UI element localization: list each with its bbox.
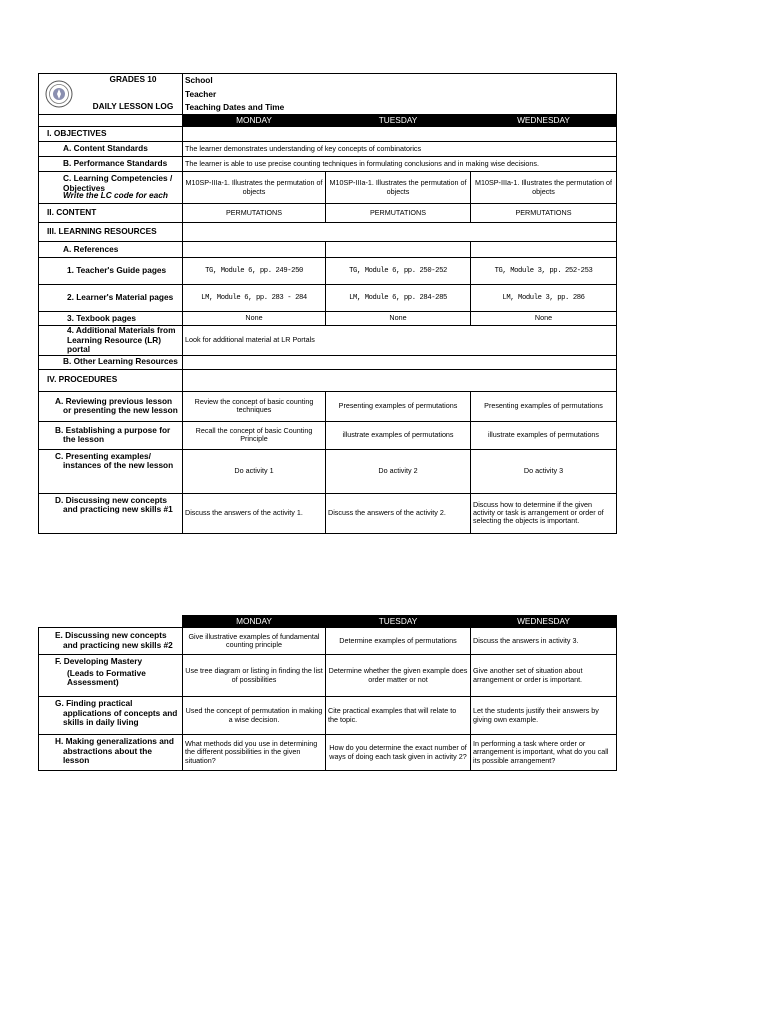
content-standards-label: A. Content Standards: [39, 142, 183, 157]
mastery-monday: Use tree diagram or listing in finding the list of possibilities: [183, 655, 326, 697]
mastery-tuesday: Determine whether the given example does order matter or not: [326, 655, 471, 697]
purpose-tuesday: illustrate examples of permutations: [326, 421, 471, 449]
textbook-wednesday: None: [471, 312, 617, 326]
procedures-heading: IV. PROCEDURES: [39, 369, 183, 391]
discussing2-wednesday: Discuss the answers in activity 3.: [471, 628, 617, 655]
content-label: II. CONTENT: [39, 204, 183, 223]
reviewing-tuesday: Presenting examples of permutations: [326, 391, 471, 421]
day-header-wednesday: WEDNESDAY: [471, 115, 617, 127]
objectives-heading: I. OBJECTIVES: [39, 127, 183, 142]
competencies-label: C. Learning Competencies / Objectives Write the LC code for each: [39, 172, 183, 204]
applications-tuesday: Cite practical examples that will relate to the topic.: [326, 697, 471, 735]
applications-monday: Used the concept of permutation in making a wise decision.: [183, 697, 326, 735]
lm-wednesday: LM, Module 3, pp. 286: [471, 285, 617, 312]
additional-materials-text: Look for additional material at LR Portals: [183, 326, 617, 356]
examples-monday: Do activity 1: [183, 449, 326, 493]
content-standards-text: The learner demonstrates understanding of key concepts of combinatorics: [183, 142, 617, 157]
day-header-tuesday-2: TUESDAY: [326, 616, 471, 628]
generalizations-monday: What methods did you use in determining the different possibilities in the given situation?: [183, 735, 326, 771]
generalizations-wednesday: In performing a task where order or arrangement is important, what do you call its possible arrangement?: [471, 735, 617, 771]
daily-lesson-log-table: [38, 73, 617, 534]
examples-tuesday: Do activity 2: [326, 449, 471, 493]
generalizations-label: H. Making generalizations and abstractions about the lesson: [39, 735, 183, 771]
applications-wednesday: Let the students justify their answers by giving own example.: [471, 697, 617, 735]
reviewing-label: A. Reviewing previous lesson or presenting the new lesson: [39, 391, 183, 421]
examples-wednesday: Do activity 3: [471, 449, 617, 493]
discussing1-label: D. Discussing new concepts and practicing new skills #1: [39, 493, 183, 533]
learners-material-label: 2. Learner's Material pages: [39, 285, 183, 312]
discussing1-wednesday: Discuss how to determine if the given activity or task is arrangement or order of selecting the objects is important.: [471, 493, 617, 533]
textbook-monday: None: [183, 312, 326, 326]
tg-wednesday: TG, Module 3, pp. 252-253: [471, 258, 617, 285]
day-header-wednesday-2: WEDNESDAY: [471, 616, 617, 628]
performance-standards-text: The learner is able to use precise counting techniques in formulating conclusions and in making wise decisions.: [183, 157, 617, 172]
other-resources-label: B. Other Learning Resources: [39, 355, 183, 369]
purpose-monday: Recall the concept of basic Counting Principle: [183, 421, 326, 449]
competency-monday: M10SP-IIIa-1. Illustrates the permutation of objects: [183, 172, 326, 204]
performance-standards-label: B. Performance Standards: [39, 157, 183, 172]
mastery-label: F. Developing Mastery (Leads to Formative Assessment): [39, 655, 183, 697]
day-header-monday-2: MONDAY: [183, 616, 326, 628]
tg-tuesday: TG, Module 6, pp. 250-252: [326, 258, 471, 285]
teaching-dates-label: Teaching Dates and Time: [183, 102, 617, 115]
textbook-label: 3. Texbook pages: [39, 312, 183, 326]
mastery-wednesday: Give another set of situation about arrangement or order is important.: [471, 655, 617, 697]
purpose-label: B. Establishing a purpose for the lesson: [39, 421, 183, 449]
textbook-tuesday: None: [326, 312, 471, 326]
teacher-label: Teacher: [183, 88, 617, 102]
discussing2-tuesday: Determine examples of permutations: [326, 628, 471, 655]
applications-label: G. Finding practical applications of concepts and skills in daily living: [39, 697, 183, 735]
competency-tuesday: M10SP-IIIa-1. Illustrates the permutation of objects: [326, 172, 471, 204]
lm-monday: LM, Module 6, pp. 283 - 284: [183, 285, 326, 312]
content-monday: PERMUTATIONS: [183, 204, 326, 223]
daily-lesson-log-title: DAILY LESSON LOG: [92, 101, 174, 111]
examples-label: C. Presenting examples/ instances of the new lesson: [39, 449, 183, 493]
day-header-tuesday: TUESDAY: [326, 115, 471, 127]
content-tuesday: PERMUTATIONS: [326, 204, 471, 223]
purpose-wednesday: illustrate examples of permutations: [471, 421, 617, 449]
tg-monday: TG, Module 6, pp. 249-250: [183, 258, 326, 285]
lm-tuesday: LM, Module 6, pp. 284-285: [326, 285, 471, 312]
deped-seal-icon: [45, 80, 73, 108]
header-left-cell: [39, 74, 183, 115]
day-header-monday: MONDAY: [183, 115, 326, 127]
school-label: School: [183, 74, 617, 88]
daily-lesson-log-table-continued: [38, 615, 617, 771]
discussing2-label: E. Discussing new concepts and practicing new skills #2: [39, 628, 183, 655]
teachers-guide-label: 1. Teacher's Guide pages: [39, 258, 183, 285]
competency-wednesday: M10SP-IIIa-1. Illustrates the permutation of objects: [471, 172, 617, 204]
additional-materials-label: 4. Additional Materials from Learning Resource (LR) portal: [39, 326, 183, 356]
grades-label: GRADES 10: [109, 74, 157, 84]
content-wednesday: PERMUTATIONS: [471, 204, 617, 223]
learning-resources-heading: III. LEARNING RESOURCES: [39, 223, 183, 242]
discussing1-tuesday: Discuss the answers of the activity 2.: [326, 493, 471, 533]
reviewing-monday: Review the concept of basic counting techniques: [183, 391, 326, 421]
blank-corner: [39, 115, 183, 127]
generalizations-tuesday: How do you determine the exact number of ways of doing each task given in activity 2?: [326, 735, 471, 771]
reviewing-wednesday: Presenting examples of permutations: [471, 391, 617, 421]
discussing2-monday: Give illustrative examples of fundamental counting principle: [183, 628, 326, 655]
references-label: A. References: [39, 242, 183, 258]
discussing1-monday: Discuss the answers of the activity 1.: [183, 493, 326, 533]
